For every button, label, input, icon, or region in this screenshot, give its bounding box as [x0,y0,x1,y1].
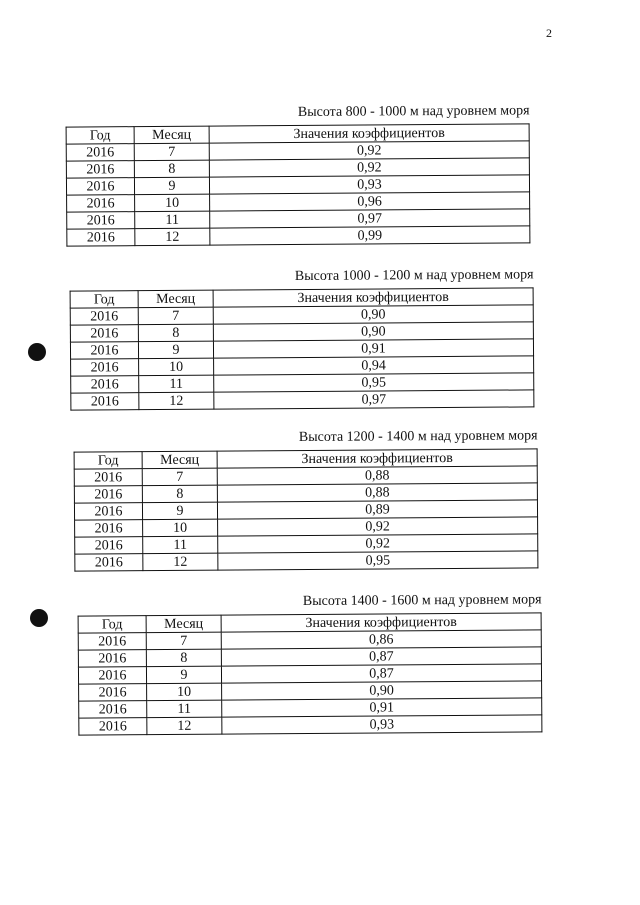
cell-value: 0,90 [213,305,533,324]
section-title: Высота 1000 - 1200 м над уровнем моря [294,267,534,285]
coefficient-table [66,123,531,246]
cell-month: 9 [134,177,209,195]
cell-year: 2016 [71,393,139,410]
cell-year: 2016 [71,376,139,393]
cell-month: 9 [146,666,221,684]
cell-month: 11 [143,536,218,554]
altitude-section [73,428,538,591]
cell-value: 0,97 [210,209,530,228]
cell-month: 11 [147,700,222,718]
column-header-month: Месяц [142,451,217,469]
cell-value: 0,92 [218,517,538,536]
cell-year: 2016 [67,229,135,246]
cell-year: 2016 [79,684,147,701]
cell-year: 2016 [74,503,142,520]
column-header-month: Месяц [134,126,209,144]
cell-value: 0,92 [218,534,538,553]
cell-value: 0,92 [209,158,529,177]
cell-year: 2016 [75,554,143,571]
cell-value: 0,88 [217,466,537,485]
cell-value: 0,90 [213,322,533,341]
cell-year: 2016 [71,359,139,376]
column-header-year: Год [78,616,146,633]
cell-month: 8 [138,324,213,342]
cell-month: 12 [143,553,218,571]
cell-year: 2016 [66,178,134,195]
cell-value: 0,94 [214,356,534,375]
section-title: Высота 800 - 1000 м над уровнем моря [297,103,530,120]
cell-value: 0,91 [222,698,542,717]
altitude-section [77,592,542,755]
column-header-value: Значения коэффициентов [213,288,533,307]
cell-year: 2016 [66,144,134,161]
column-header-year: Год [74,452,142,469]
section-title: Высота 1400 - 1600 м над уровнем моря [302,592,542,610]
column-header-year: Год [66,127,134,144]
coefficient-table [74,448,539,571]
cell-year: 2016 [78,633,146,650]
coefficient-table [78,612,543,735]
column-header-month: Месяц [146,615,221,633]
table-row [79,715,542,735]
cell-value: 0,92 [209,141,529,160]
cell-month: 9 [142,502,217,520]
altitude-section [65,103,530,266]
cell-value: 0,97 [214,390,534,409]
cell-year: 2016 [74,469,142,486]
table-row [75,551,538,571]
cell-year: 2016 [70,342,138,359]
punch-hole-bottom [30,609,48,627]
column-header-year: Год [70,291,138,308]
page-number: 2 [546,26,552,40]
cell-value: 0,93 [209,175,529,194]
cell-year: 2016 [70,308,138,325]
column-header-value: Значения коэффициентов [209,124,529,143]
cell-value: 0,90 [222,681,542,700]
cell-value: 0,88 [217,483,537,502]
cell-month: 12 [135,228,210,246]
cell-year: 2016 [70,325,138,342]
cell-year: 2016 [75,520,143,537]
cell-month: 11 [135,211,210,229]
cell-month: 7 [134,143,209,161]
cell-year: 2016 [75,537,143,554]
cell-year: 2016 [78,667,146,684]
cell-month: 7 [142,468,217,486]
cell-value: 0,87 [221,664,541,683]
table-row [67,226,530,246]
cell-month: 8 [134,160,209,178]
column-header-month: Месяц [138,290,213,308]
cell-year: 2016 [67,212,135,229]
cell-value: 0,86 [221,630,541,649]
punch-hole-top [28,343,46,361]
cell-month: 10 [143,519,218,537]
table-row [71,390,534,410]
section-title: Высота 1200 - 1400 м над уровнем моря [298,428,538,446]
cell-month: 9 [138,341,213,359]
cell-value: 0,91 [213,339,533,358]
cell-value: 0,95 [218,551,538,570]
coefficient-table [70,287,535,410]
cell-month: 8 [146,649,221,667]
column-header-value: Значения коэффициентов [217,449,537,468]
cell-month: 7 [146,632,221,650]
cell-value: 0,96 [210,192,530,211]
cell-value: 0,89 [217,500,537,519]
cell-year: 2016 [67,195,135,212]
cell-year: 2016 [74,486,142,503]
cell-year: 2016 [78,650,146,667]
cell-month: 12 [147,717,222,735]
cell-month: 10 [147,683,222,701]
cell-year: 2016 [79,701,147,718]
cell-month: 11 [139,375,214,393]
cell-month: 12 [139,392,214,410]
cell-value: 0,99 [210,226,530,245]
cell-year: 2016 [66,161,134,178]
cell-value: 0,95 [214,373,534,392]
cell-value: 0,87 [221,647,541,666]
cell-month: 10 [135,194,210,212]
column-header-value: Значения коэффициентов [221,613,541,632]
cell-year: 2016 [79,718,147,735]
cell-month: 10 [139,358,214,376]
cell-month: 7 [138,307,213,325]
altitude-section [69,267,534,430]
cell-month: 8 [142,485,217,503]
cell-value: 0,93 [222,715,542,734]
